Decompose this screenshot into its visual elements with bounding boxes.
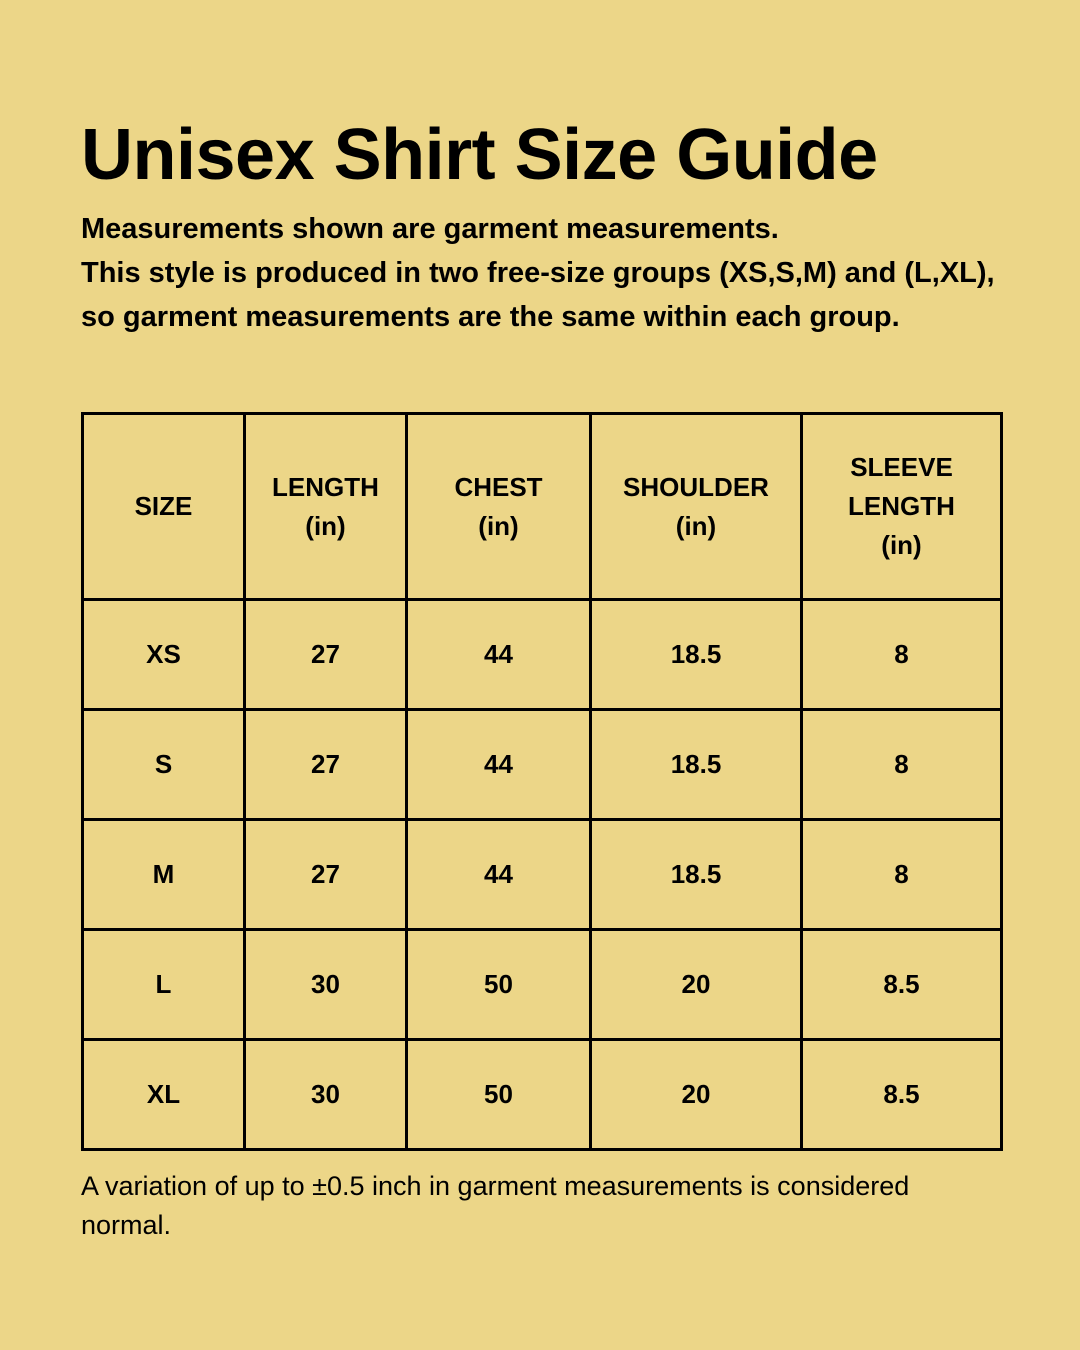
table-row xyxy=(83,820,1002,930)
cell-size: S xyxy=(83,710,245,820)
header-size xyxy=(83,414,245,600)
header-length xyxy=(245,414,407,600)
cell-sleeve-length: 8 xyxy=(802,600,1002,710)
cell-chest: 44 xyxy=(407,600,591,710)
cell-length: 30 xyxy=(245,1040,407,1150)
cell-chest: 50 xyxy=(407,930,591,1040)
header-length-unit: (in) xyxy=(305,510,346,541)
header-shoulder xyxy=(591,414,802,600)
intro-line-2: This style is produced in two free-size groups (XS,S,M) and (L,XL), so garment measurements are the same within each group. xyxy=(81,257,995,333)
header-shoulder-label: SHOULDER xyxy=(623,471,769,502)
cell-sleeve-length: 8.5 xyxy=(802,1040,1002,1150)
header-sleeve-length xyxy=(802,414,1002,600)
header-chest-label: CHEST xyxy=(454,471,543,502)
header-shoulder-unit: (in) xyxy=(675,510,717,541)
header-size-label: SIZE xyxy=(134,491,193,521)
size-chart-table xyxy=(81,412,1003,1151)
cell-length: 27 xyxy=(245,710,407,820)
header-sleeve-label-1: SLEEVE xyxy=(850,452,953,482)
cell-shoulder: 20 xyxy=(591,930,802,1040)
cell-size: XS xyxy=(83,600,245,710)
cell-shoulder: 18.5 xyxy=(591,710,802,820)
cell-length: 30 xyxy=(245,930,407,1040)
intro-line-1: Measurements shown are garment measurements. xyxy=(81,213,779,245)
cell-sleeve-length: 8 xyxy=(802,710,1002,820)
measurement-footnote: A variation of up to ±0.5 inch in garment measurements is considered normal. xyxy=(81,1171,910,1240)
cell-shoulder: 18.5 xyxy=(591,600,802,710)
table-row xyxy=(83,930,1002,1040)
table-row xyxy=(83,600,1002,710)
cell-sleeve-length: 8 xyxy=(802,820,1002,930)
cell-shoulder: 18.5 xyxy=(591,820,802,930)
page-title: Unisex Shirt Size Guide xyxy=(81,115,878,195)
cell-shoulder: 20 xyxy=(591,1040,802,1150)
cell-chest: 44 xyxy=(407,820,591,930)
header-length-label: LENGTH xyxy=(272,471,379,502)
cell-size: L xyxy=(83,930,245,1040)
cell-chest: 50 xyxy=(407,1040,591,1150)
cell-chest: 44 xyxy=(407,710,591,820)
cell-sleeve-length: 8.5 xyxy=(802,930,1002,1040)
header-sleeve-label-2: LENGTH xyxy=(848,491,955,521)
cell-size: M xyxy=(83,820,245,930)
intro-text xyxy=(81,207,1006,339)
cell-size: XL xyxy=(83,1040,245,1150)
header-sleeve-unit: (in) xyxy=(881,530,922,560)
header-chest xyxy=(407,414,591,600)
table-row xyxy=(83,710,1002,820)
header-chest-unit: (in) xyxy=(478,510,519,541)
table-row xyxy=(83,1040,1002,1150)
cell-length: 27 xyxy=(245,820,407,930)
table-header-row xyxy=(83,414,1002,600)
cell-length: 27 xyxy=(245,600,407,710)
